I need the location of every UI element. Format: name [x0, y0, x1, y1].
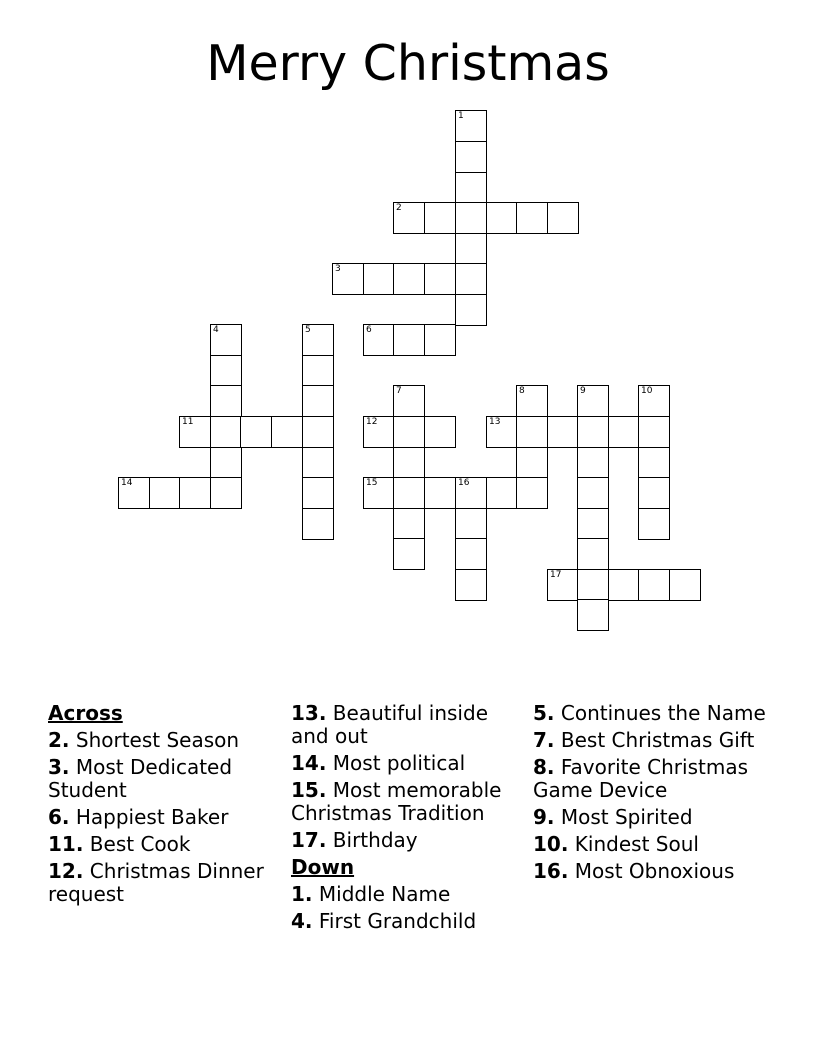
down-heading: Down [291, 855, 355, 879]
clue-text: Best Christmas Gift [560, 728, 755, 752]
grid-cell[interactable] [486, 202, 518, 234]
grid-cell[interactable] [363, 416, 395, 448]
clue-text: Best Cook [89, 832, 191, 856]
grid-cell[interactable] [210, 385, 242, 417]
grid-cell[interactable] [577, 416, 609, 448]
grid-cell[interactable] [455, 202, 487, 234]
clue-text: Continues the Name [560, 701, 766, 725]
clue-number: 8. [533, 755, 555, 779]
grid-cell[interactable] [577, 385, 609, 417]
clue-down-5 [533, 702, 773, 725]
grid-cell[interactable] [393, 263, 425, 295]
grid-cell[interactable] [302, 447, 334, 479]
grid-cell[interactable] [547, 416, 579, 448]
cell-number: 1 [458, 111, 464, 121]
clue-number: 12. [48, 859, 84, 883]
grid-cell[interactable] [638, 385, 670, 417]
clue-across-6 [48, 806, 283, 829]
clue-across-3 [48, 756, 283, 802]
grid-cell[interactable] [302, 416, 334, 448]
grid-cell[interactable] [393, 324, 425, 356]
grid-cell[interactable] [424, 416, 456, 448]
grid-cell[interactable] [455, 233, 487, 265]
cell-number: 4 [213, 325, 219, 335]
clue-across-11 [48, 833, 283, 856]
grid-cell[interactable] [577, 599, 609, 631]
cell-number: 9 [580, 386, 586, 396]
grid-cell[interactable] [179, 416, 211, 448]
grid-cell[interactable] [577, 477, 609, 509]
cell-number: 13 [489, 417, 501, 427]
grid-cell[interactable] [393, 447, 425, 479]
grid-cell[interactable] [516, 385, 548, 417]
grid-cell[interactable] [210, 416, 242, 448]
grid-cell[interactable] [393, 385, 425, 417]
grid-cell[interactable] [455, 538, 487, 570]
clue-number: 4. [291, 909, 313, 933]
clue-down-8 [533, 756, 773, 802]
clue-down-4 [291, 910, 526, 933]
clue-text: Happiest Baker [75, 805, 229, 829]
clue-down-10 [533, 833, 773, 856]
cell-number: 17 [550, 570, 562, 580]
grid-cell[interactable] [393, 508, 425, 540]
cell-number: 14 [121, 478, 133, 488]
grid-cell[interactable] [516, 447, 548, 479]
cell-number: 16 [458, 478, 470, 488]
grid-cell[interactable] [424, 324, 456, 356]
grid-cell[interactable] [577, 569, 609, 601]
clue-number: 15. [291, 778, 327, 802]
grid-cell[interactable] [363, 263, 395, 295]
clue-number: 3. [48, 755, 70, 779]
clue-number: 16. [533, 859, 569, 883]
grid-cell[interactable] [302, 355, 334, 387]
cell-number: 12 [366, 417, 378, 427]
clue-text: First Grandchild [318, 909, 477, 933]
grid-cell[interactable] [516, 202, 548, 234]
grid-cell[interactable] [486, 416, 518, 448]
grid-cell[interactable] [179, 477, 211, 509]
grid-cell[interactable] [577, 538, 609, 570]
grid-cell[interactable] [332, 263, 364, 295]
cell-number: 11 [182, 417, 194, 427]
grid-cell[interactable] [302, 385, 334, 417]
grid-cell[interactable] [424, 263, 456, 295]
clue-text: Shortest Season [75, 728, 240, 752]
clue-down-7 [533, 729, 773, 752]
grid-cell[interactable] [455, 263, 487, 295]
grid-cell[interactable] [608, 416, 640, 448]
puzzle-title: Merry Christmas [206, 35, 610, 92]
clue-across-17 [291, 829, 526, 852]
grid-cell[interactable] [455, 141, 487, 173]
cell-number: 2 [396, 203, 402, 213]
grid-cell[interactable] [547, 202, 579, 234]
cell-number: 8 [519, 386, 525, 396]
grid-cell[interactable] [210, 447, 242, 479]
clue-text: Most Obnoxious [574, 859, 735, 883]
clue-number: 11. [48, 832, 84, 856]
grid-cell[interactable] [210, 324, 242, 356]
clues-column-2 [291, 702, 526, 937]
grid-cell[interactable] [577, 508, 609, 540]
clue-number: 14. [291, 751, 327, 775]
grid-cell[interactable] [638, 416, 670, 448]
grid-cell[interactable] [638, 477, 670, 509]
clue-text: Most Dedicated Student [48, 755, 233, 802]
grid-cell[interactable] [302, 477, 334, 509]
clue-number: 1. [291, 882, 313, 906]
clue-number: 6. [48, 805, 70, 829]
clue-text: Christmas Dinner request [48, 859, 264, 906]
clue-number: 2. [48, 728, 70, 752]
grid-cell[interactable] [210, 477, 242, 509]
grid-cell[interactable] [363, 324, 395, 356]
grid-cell[interactable] [149, 477, 181, 509]
grid-cell[interactable] [547, 569, 579, 601]
cell-number: 3 [335, 264, 341, 274]
grid-cell[interactable] [393, 202, 425, 234]
grid-cell[interactable] [516, 477, 548, 509]
grid-cell[interactable] [393, 538, 425, 570]
clue-number: 17. [291, 828, 327, 852]
grid-cell[interactable] [516, 416, 548, 448]
grid-cell[interactable] [302, 324, 334, 356]
clue-text: Most political [332, 751, 466, 775]
grid-cell[interactable] [271, 416, 303, 448]
across-heading: Across [48, 701, 123, 725]
grid-cell[interactable] [638, 569, 670, 601]
clue-number: 5. [533, 701, 555, 725]
clue-text: Kindest Soul [574, 832, 699, 856]
grid-cell[interactable] [363, 477, 395, 509]
grid-cell[interactable] [455, 172, 487, 204]
clue-text: Most memorable Christmas Tradition [291, 778, 502, 825]
grid-cell[interactable] [240, 416, 272, 448]
grid-cell[interactable] [424, 202, 456, 234]
clue-text: Birthday [332, 828, 418, 852]
clue-across-12 [48, 860, 283, 906]
cell-number: 6 [366, 325, 372, 335]
grid-cell[interactable] [608, 569, 640, 601]
grid-cell[interactable] [638, 508, 670, 540]
grid-cell[interactable] [455, 508, 487, 540]
clue-down-9 [533, 806, 773, 829]
clue-text: Middle Name [318, 882, 451, 906]
clue-down-1 [291, 883, 526, 906]
clue-across-14 [291, 752, 526, 775]
grid-cell[interactable] [577, 447, 609, 479]
grid-cell[interactable] [638, 447, 670, 479]
clue-text: Favorite Christmas Game Device [533, 755, 748, 802]
clue-number: 10. [533, 832, 569, 856]
clue-text: Most Spirited [560, 805, 693, 829]
clues-column-3 [533, 702, 773, 887]
grid-cell[interactable] [424, 477, 456, 509]
grid-cell[interactable] [393, 477, 425, 509]
grid-cell[interactable] [455, 110, 487, 142]
grid-cell[interactable] [455, 294, 487, 326]
grid-cell[interactable] [486, 477, 518, 509]
clue-number: 13. [291, 701, 327, 725]
grid-cell[interactable] [210, 355, 242, 387]
cell-number: 15 [366, 478, 378, 488]
clues-column-1 [48, 702, 283, 910]
grid-cell[interactable] [455, 477, 487, 509]
grid-cell[interactable] [118, 477, 150, 509]
clue-across-2 [48, 729, 283, 752]
clue-text: Beautiful inside and out [291, 701, 488, 748]
grid-cell[interactable] [393, 416, 425, 448]
cell-number: 7 [396, 386, 402, 396]
clue-across-13 [291, 702, 526, 748]
clue-across-15 [291, 779, 526, 825]
cell-number: 10 [641, 386, 653, 396]
grid-cell[interactable] [302, 508, 334, 540]
clue-number: 7. [533, 728, 555, 752]
grid-cell[interactable] [455, 569, 487, 601]
cell-number: 5 [305, 325, 311, 335]
clue-number: 9. [533, 805, 555, 829]
grid-cell[interactable] [669, 569, 701, 601]
clue-down-16 [533, 860, 773, 883]
